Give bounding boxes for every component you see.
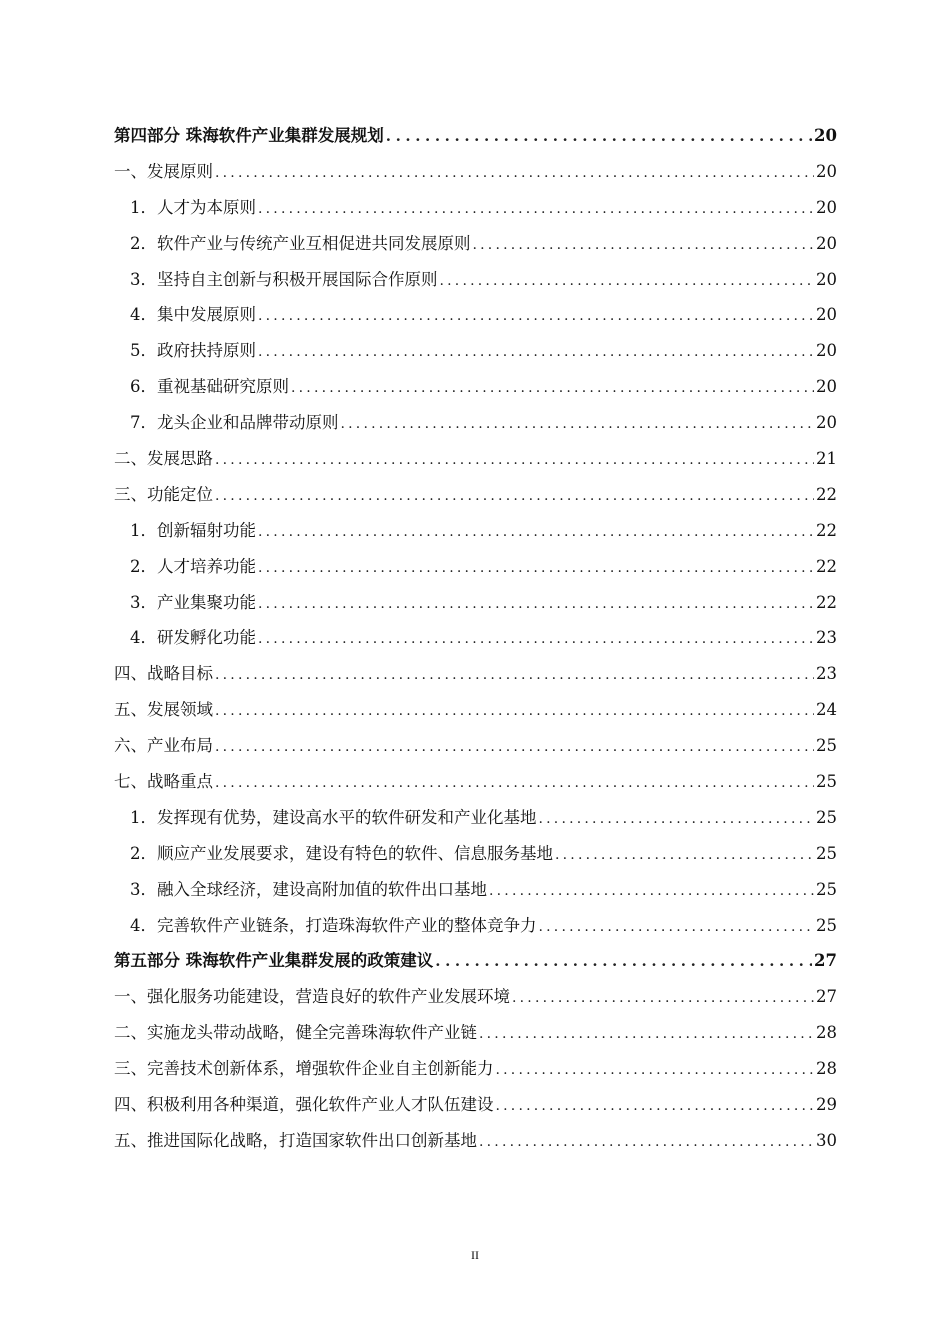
toc-dot-leader xyxy=(473,237,815,253)
toc-dot-leader xyxy=(258,344,814,360)
toc-dot-leader xyxy=(539,919,815,935)
table-of-contents xyxy=(114,122,837,1163)
toc-entry-title: 第四部分 珠海软件产业集群发展规划 xyxy=(114,126,384,145)
toc-entry-title: 三、功能定位 xyxy=(114,484,213,504)
toc-entry[interactable] xyxy=(114,373,837,409)
toc-entry-title: 四、战略目标 xyxy=(114,664,213,684)
toc-dot-leader xyxy=(479,1026,814,1042)
toc-entry-title: 一、强化服务功能建设，营造良好的软件产业发展环境 xyxy=(114,987,510,1007)
toc-entry[interactable] xyxy=(114,337,837,373)
toc-entry[interactable] xyxy=(114,660,837,696)
toc-entry[interactable] xyxy=(114,840,837,876)
toc-dot-leader xyxy=(215,667,814,683)
toc-entry-page: 28 xyxy=(816,1023,837,1043)
toc-entry-title: 七、战略重点 xyxy=(114,772,213,792)
toc-entry-page: 24 xyxy=(816,700,837,720)
toc-entry-page: 25 xyxy=(816,807,837,827)
toc-dot-leader xyxy=(496,1062,815,1078)
toc-entry-title: 五、推进国际化战略，打造国家软件出口创新基地 xyxy=(114,1130,477,1150)
toc-entry[interactable] xyxy=(114,266,837,302)
toc-entry-title: 2．顺应产业发展要求，建设有特色的软件、信息服务基地 xyxy=(130,843,553,863)
toc-entry-page: 25 xyxy=(816,736,837,756)
toc-dot-leader xyxy=(440,273,815,289)
toc-entry-title: 1．发挥现有优势，建设高水平的软件研发和产业化基地 xyxy=(130,807,537,827)
toc-entry[interactable] xyxy=(114,768,837,804)
page-number: II xyxy=(471,1248,479,1262)
toc-entry[interactable] xyxy=(114,553,837,589)
toc-entry[interactable] xyxy=(114,589,837,625)
toc-entry[interactable] xyxy=(114,732,837,768)
toc-entry[interactable] xyxy=(114,624,837,660)
toc-entry-page: 22 xyxy=(816,592,837,612)
toc-entry-page: 25 xyxy=(816,772,837,792)
toc-entry-page: 20 xyxy=(816,305,837,325)
toc-entry[interactable] xyxy=(114,230,837,266)
toc-entry-title: 2．软件产业与传统产业互相促进共同发展原则 xyxy=(130,233,471,253)
toc-entry[interactable] xyxy=(114,409,837,445)
toc-entry-page: 29 xyxy=(816,1095,837,1115)
toc-entry-title: 三、完善技术创新体系，增强软件企业自主创新能力 xyxy=(114,1059,494,1079)
toc-dot-leader xyxy=(258,201,814,217)
toc-dot-leader xyxy=(258,560,814,576)
toc-dot-leader xyxy=(555,847,814,863)
toc-entry[interactable] xyxy=(114,1055,837,1091)
toc-dot-leader xyxy=(258,308,814,324)
toc-entry-page: 20 xyxy=(816,161,837,181)
toc-entry-page: 27 xyxy=(814,951,837,971)
toc-entry-page: 30 xyxy=(816,1130,837,1150)
toc-entry[interactable] xyxy=(114,122,837,158)
toc-entry[interactable] xyxy=(114,301,837,337)
toc-dot-leader xyxy=(512,990,814,1006)
toc-entry-title: 2．人才培养功能 xyxy=(130,556,256,576)
toc-entry-title: 一、发展原则 xyxy=(114,161,213,181)
toc-dot-leader xyxy=(435,952,812,970)
toc-entry[interactable] xyxy=(114,1127,837,1163)
toc-dot-leader xyxy=(215,452,814,468)
toc-entry-title: 二、实施龙头带动战略，健全完善珠海软件产业链 xyxy=(114,1023,477,1043)
toc-entry-page: 20 xyxy=(816,233,837,253)
toc-entry-page: 20 xyxy=(816,341,837,361)
toc-entry[interactable] xyxy=(114,445,837,481)
toc-entry-title: 3．坚持自主创新与积极开展国际合作原则 xyxy=(130,269,438,289)
toc-entry-page: 22 xyxy=(816,556,837,576)
toc-dot-leader xyxy=(215,165,814,181)
toc-entry-title: 1．创新辐射功能 xyxy=(130,520,256,540)
toc-dot-leader xyxy=(386,127,812,145)
toc-dot-leader xyxy=(215,739,814,755)
toc-entry-page: 20 xyxy=(816,269,837,289)
toc-entry-title: 4．集中发展原则 xyxy=(130,305,256,325)
toc-entry[interactable] xyxy=(114,876,837,912)
toc-entry-title: 3．融入全球经济，建设高附加值的软件出口基地 xyxy=(130,879,487,899)
toc-entry[interactable] xyxy=(114,517,837,553)
toc-entry-page: 25 xyxy=(816,879,837,899)
toc-entry-title: 6．重视基础研究原则 xyxy=(130,377,289,397)
toc-entry-page: 20 xyxy=(816,377,837,397)
toc-entry-page: 25 xyxy=(816,843,837,863)
toc-entry[interactable] xyxy=(114,158,837,194)
toc-entry[interactable] xyxy=(114,481,837,517)
toc-entry-page: 20 xyxy=(816,197,837,217)
toc-entry[interactable] xyxy=(114,983,837,1019)
toc-entry-title: 7．龙头企业和品牌带动原则 xyxy=(130,413,339,433)
toc-entry-page: 20 xyxy=(814,126,837,145)
toc-entry-page: 22 xyxy=(816,484,837,504)
toc-entry-page: 27 xyxy=(816,987,837,1007)
toc-entry[interactable] xyxy=(114,804,837,840)
toc-entry-title: 五、发展领域 xyxy=(114,700,213,720)
toc-dot-leader xyxy=(496,1098,815,1114)
toc-entry[interactable] xyxy=(114,194,837,230)
toc-dot-leader xyxy=(258,524,814,540)
toc-dot-leader xyxy=(539,811,815,827)
toc-entry-page: 28 xyxy=(816,1059,837,1079)
toc-entry-title: 3．产业集聚功能 xyxy=(130,592,256,612)
toc-dot-leader xyxy=(258,596,814,612)
toc-entry[interactable] xyxy=(114,912,837,948)
toc-entry-page: 22 xyxy=(816,520,837,540)
toc-entry-title: 四、积极利用各种渠道，强化软件产业人才队伍建设 xyxy=(114,1095,494,1115)
toc-entry-title: 第五部分 珠海软件产业集群发展的政策建议 xyxy=(114,951,434,971)
toc-entry-title: 4．研发孵化功能 xyxy=(130,628,256,648)
toc-dot-leader xyxy=(341,416,815,432)
toc-entry-page: 23 xyxy=(816,628,837,648)
toc-dot-leader xyxy=(258,631,814,647)
toc-entry-page: 21 xyxy=(816,449,837,469)
toc-entry[interactable] xyxy=(114,696,837,732)
toc-dot-leader xyxy=(489,883,814,899)
toc-entry[interactable] xyxy=(114,1091,837,1127)
toc-dot-leader xyxy=(215,703,814,719)
toc-entry[interactable] xyxy=(114,1019,837,1055)
toc-entry-title: 六、产业布局 xyxy=(114,736,213,756)
toc-dot-leader xyxy=(291,380,814,396)
toc-entry-title: 二、发展思路 xyxy=(114,449,213,469)
toc-dot-leader xyxy=(215,775,814,791)
toc-entry-title: 4．完善软件产业链条，打造珠海软件产业的整体竞争力 xyxy=(130,915,537,935)
toc-entry-title: 1．人才为本原则 xyxy=(130,197,256,217)
toc-dot-leader xyxy=(215,488,814,504)
toc-entry-page: 25 xyxy=(816,915,837,935)
toc-entry-title: 5．政府扶持原则 xyxy=(130,341,256,361)
toc-entry-page: 23 xyxy=(816,664,837,684)
toc-dot-leader xyxy=(479,1134,814,1150)
toc-entry-page: 20 xyxy=(816,413,837,433)
toc-entry[interactable] xyxy=(114,947,837,983)
